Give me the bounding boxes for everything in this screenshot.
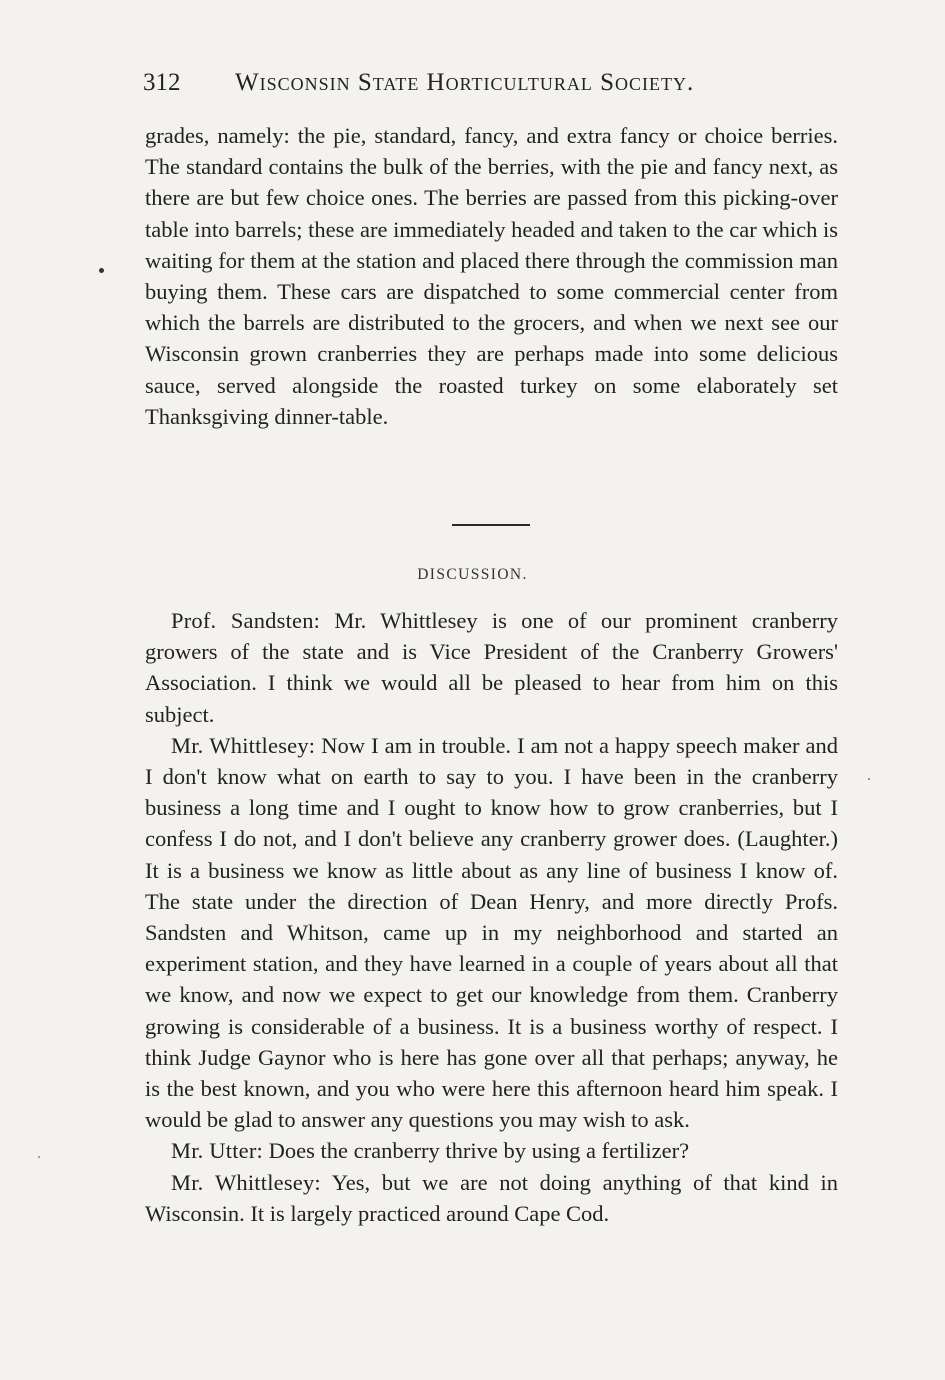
print-speck	[99, 268, 104, 273]
speech-text: Yes, but we are not doing anything of that kind in Wisconsin. It is largely practiced around Cape Cod.	[145, 1169, 838, 1226]
speech-text: Now I am in trouble. I am not a happy speech maker and I don't know what on earth to say to you. I have been in the cranberry business a long time and I ought to know how to grow cranberries, but I confess I do not, and I don't believe any cranberry grower does. (Laughter.) It is a business we know as little about as any line of business I know of. The state under the direction of Dean Henry, and more directly Profs. Sandsten and Whitson, came up in my neighborhood and started an experiment station, and they have learned in a couple of years about all that we know, and now we expect to get our knowledge from them. Cranberry growing is considerable of a business. It is a business worthy of respect. I think Judge Gaynor who is here has gone over all that perhaps; anyway, he is the best known, and you who were here this afternoon heard him speak. I would be glad to answer any questions you may wish to ask.	[145, 732, 839, 1133]
speech-text: Does the cranberry thrive by using a fertilizer?	[268, 1138, 690, 1164]
discussion-paragraph	[145, 730, 838, 1136]
speaker-name: Mr. Whittlesey:	[171, 1169, 321, 1195]
speaker-name: Prof. Sandsten:	[171, 608, 321, 633]
section-heading: DISCUSSION.	[417, 566, 528, 583]
discussion-paragraph	[145, 1135, 838, 1166]
discussion-text-block	[145, 605, 838, 1229]
discussion-paragraph	[145, 605, 838, 730]
speaker-name: Mr. Utter:	[171, 1138, 263, 1164]
journal-title: Wisconsin State Horticultural Society.	[235, 69, 695, 96]
discussion-paragraph	[145, 1167, 838, 1229]
print-speck	[868, 778, 870, 780]
page-number: 312	[143, 69, 181, 96]
intro-paragraph: grades, namely: the pie, standard, fancy, and extra fancy or choice berries. The standard contains the bulk of the berries, with the pie and fancy next, as there are but few choice ones. The berries are passed from this picking-over table into barrels; these are immediately headed and taken to the car which is waiting for them at the station and placed there through the commission man buying them. These cars are dispatched to some commercial center from which the barrels are distributed to the grocers, and when we next see our Wisconsin grown cranberries they are perhaps made into some delicious sauce, served alongside the roasted turkey on some elaborately set Thanksgiving dinner-table.	[145, 123, 838, 429]
intro-text-block	[145, 120, 838, 432]
running-head	[143, 68, 843, 98]
speaker-name: Mr. Whittlesey:	[171, 732, 316, 758]
section-separator-rule	[452, 524, 530, 526]
speech-text: Mr. Whittlesey is one of our prominent cranberry growers of the state and is Vice President of the Cranberry Growers' Association. I think we would all be pleased to hear from him on this subject.	[145, 608, 838, 727]
print-speck	[38, 1156, 40, 1158]
